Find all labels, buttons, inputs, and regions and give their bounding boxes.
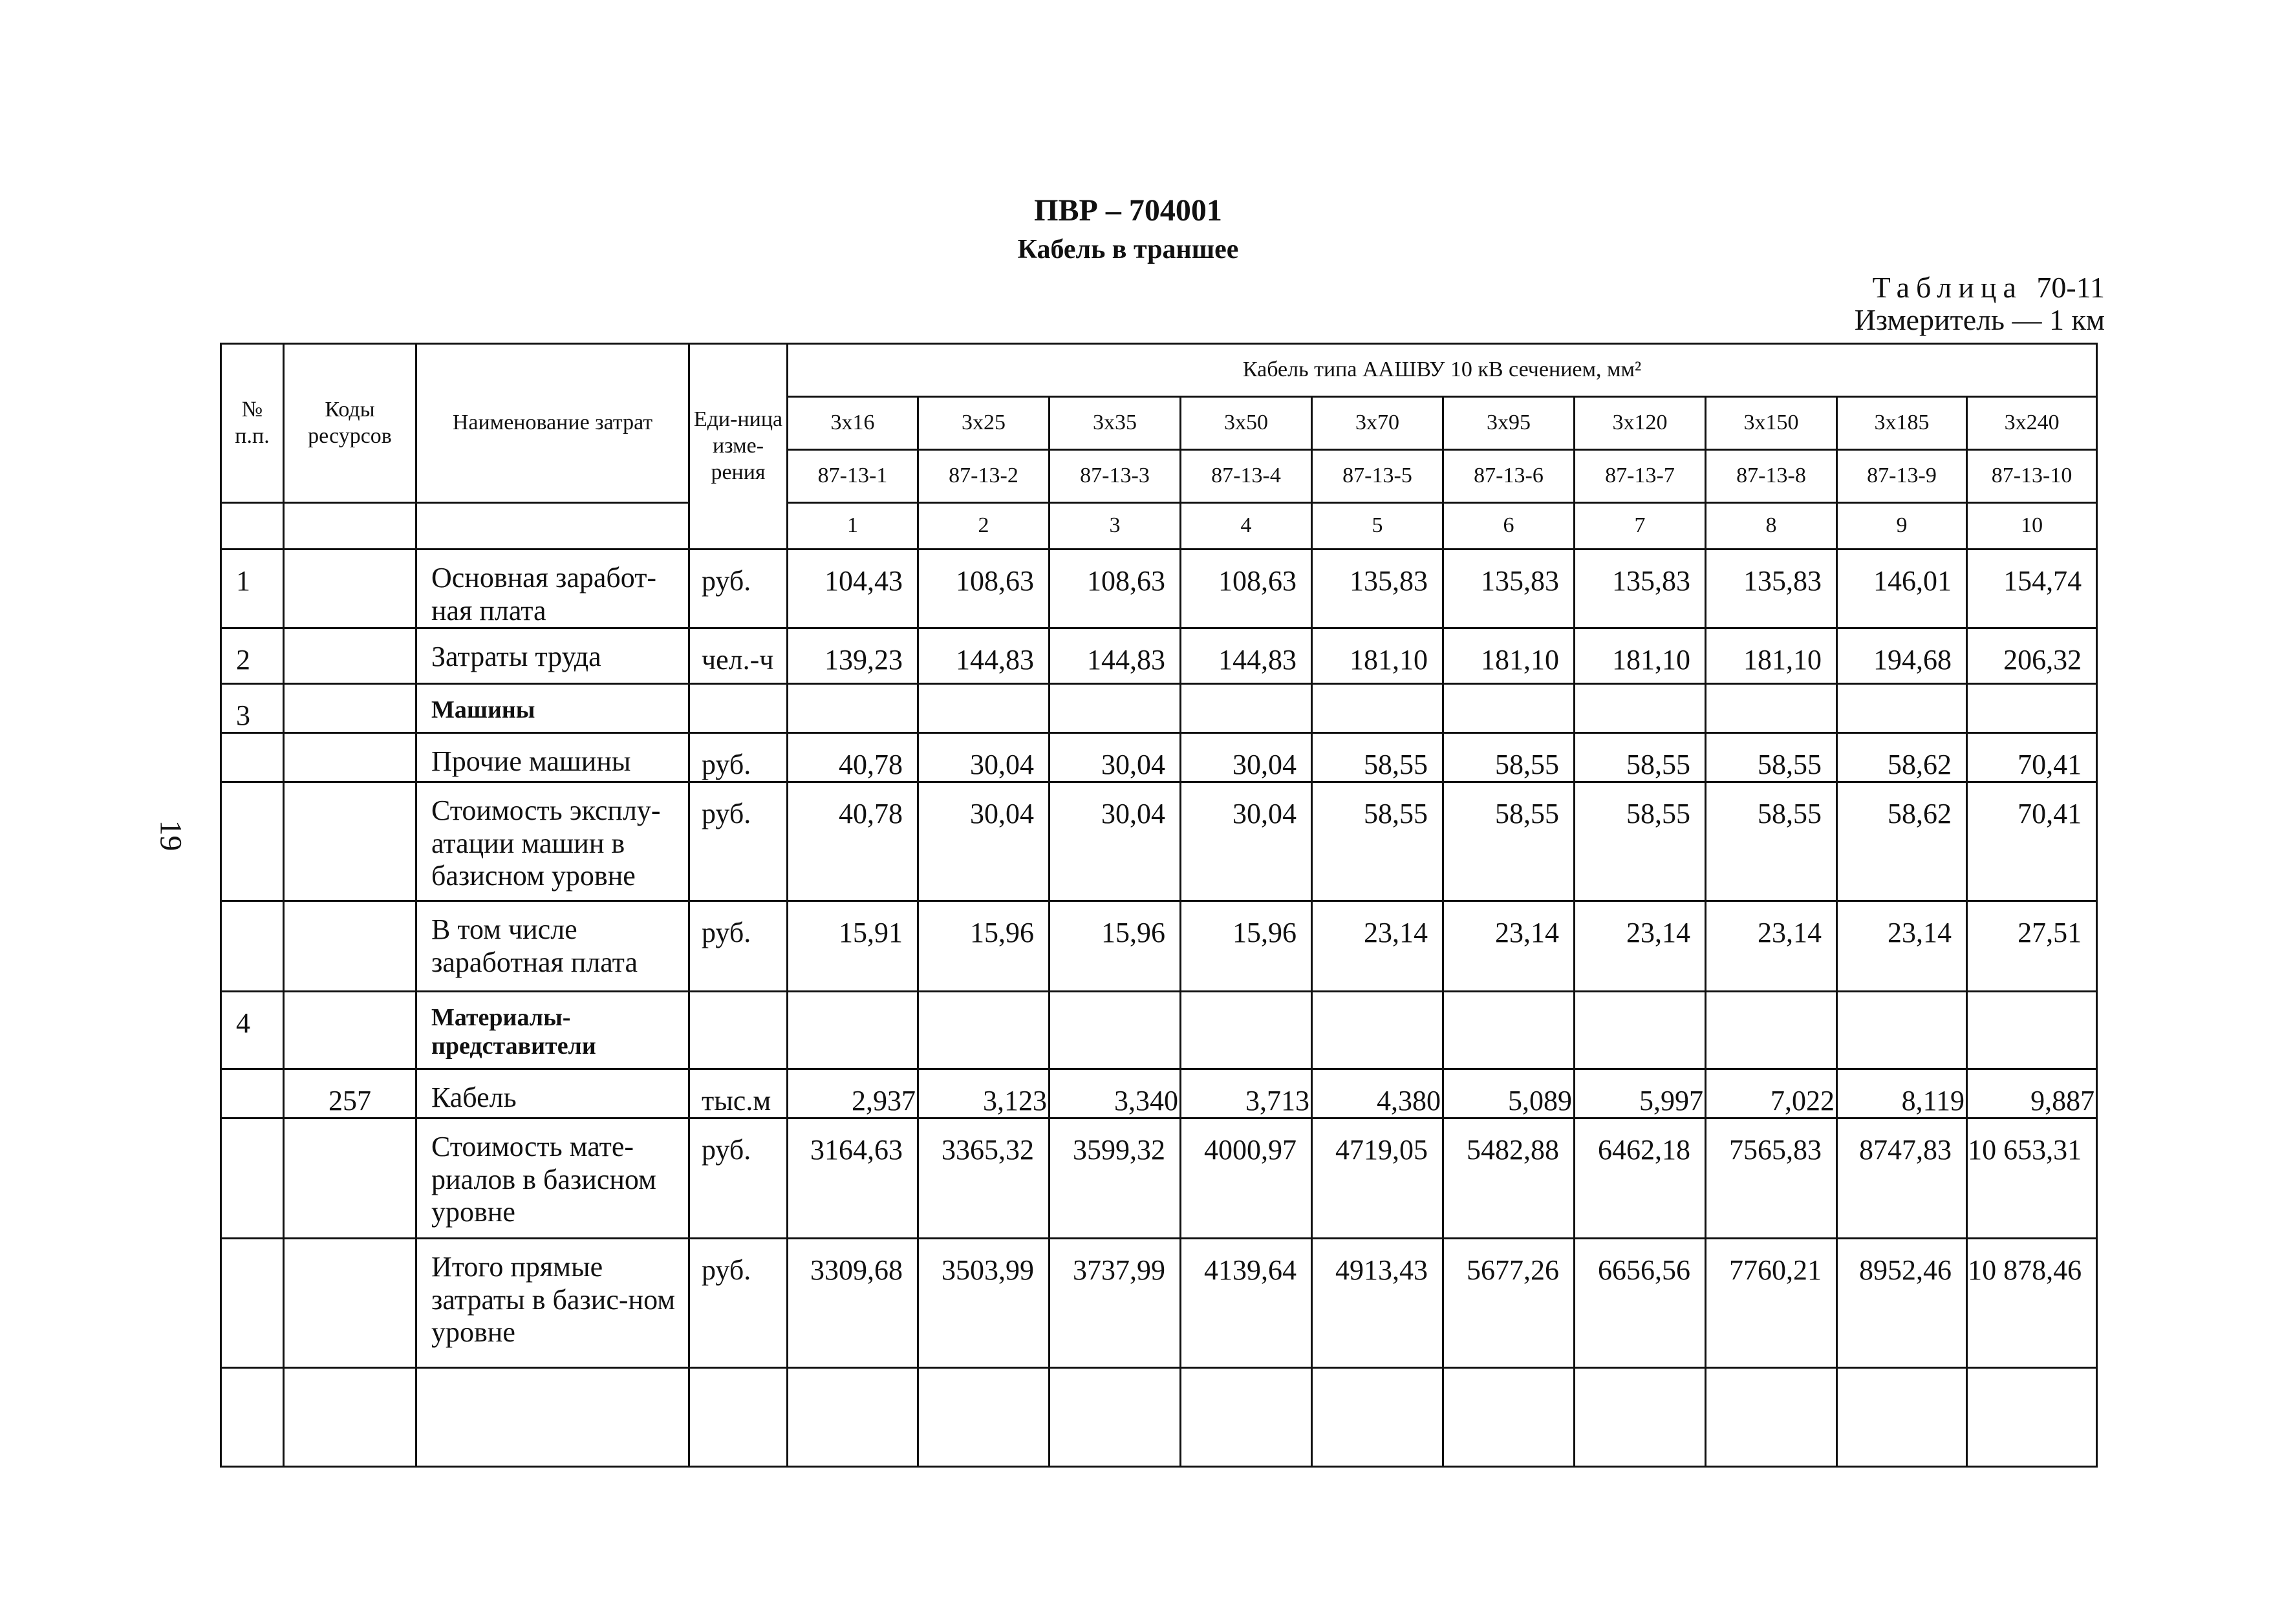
unit: чел.-ч xyxy=(689,628,788,684)
cost-table xyxy=(220,343,2098,1468)
table-filler-row xyxy=(221,1368,2097,1467)
cost-name: Затраты труда xyxy=(416,628,689,684)
value-cell xyxy=(788,684,918,733)
header-col-number: 5 xyxy=(1312,503,1443,550)
value-cell: 3,123 xyxy=(918,1069,1050,1118)
header-blank-no xyxy=(221,503,284,550)
table-row xyxy=(221,1118,2097,1239)
value-cell xyxy=(1181,992,1312,1069)
row-number xyxy=(221,733,284,782)
value-cell: 15,96 xyxy=(918,901,1050,992)
value-cell: 4,380 xyxy=(1312,1069,1443,1118)
row-number: 4 xyxy=(221,992,284,1069)
value-cell: 4719,05 xyxy=(1312,1118,1443,1239)
value-cell: 15,96 xyxy=(1181,901,1312,992)
value-cell: 135,83 xyxy=(1706,550,1837,628)
header-section: 3x150 xyxy=(1706,397,1837,450)
header-code: 87-13-10 xyxy=(1967,450,2097,503)
empty-cell xyxy=(689,1368,788,1467)
empty-cell xyxy=(284,1368,416,1467)
table-number: 70-11 xyxy=(2036,271,2105,304)
header-section: 3x25 xyxy=(918,397,1050,450)
row-number xyxy=(221,1069,284,1118)
value-cell: 30,04 xyxy=(1050,733,1181,782)
header-code: 87-13-1 xyxy=(788,450,918,503)
header-row-numbers xyxy=(221,503,2097,550)
header-code: 87-13-2 xyxy=(918,450,1050,503)
unit: руб. xyxy=(689,733,788,782)
value-cell xyxy=(1575,684,1706,733)
header-col-number: 10 xyxy=(1967,503,2097,550)
cost-name: Материалы-представители xyxy=(416,992,689,1069)
value-cell: 23,14 xyxy=(1837,901,1967,992)
value-cell: 5482,88 xyxy=(1443,1118,1575,1239)
resource-code xyxy=(284,1239,416,1368)
value-cell: 58,55 xyxy=(1312,782,1443,901)
unit xyxy=(689,992,788,1069)
table-label: Таблица xyxy=(1872,271,2023,304)
value-cell: 5,997 xyxy=(1575,1069,1706,1118)
empty-cell xyxy=(1312,1368,1443,1467)
value-cell: 58,55 xyxy=(1706,733,1837,782)
value-cell: 58,62 xyxy=(1837,782,1967,901)
value-cell: 6656,56 xyxy=(1575,1239,1706,1368)
cost-name: Стоимость эксплу-атации машин в базисном уровне xyxy=(416,782,689,901)
value-cell xyxy=(1837,684,1967,733)
table-caption xyxy=(1873,270,2105,304)
value-cell xyxy=(1443,992,1575,1069)
value-cell: 108,63 xyxy=(1181,550,1312,628)
header-blank-name xyxy=(416,503,689,550)
value-cell: 23,14 xyxy=(1312,901,1443,992)
header-col-number: 1 xyxy=(788,503,918,550)
header-code: 87-13-8 xyxy=(1706,450,1837,503)
table-row xyxy=(221,901,2097,992)
value-cell xyxy=(1706,684,1837,733)
header-no: № п.п. xyxy=(221,344,284,503)
document-subtitle: Кабель в траншее xyxy=(1017,235,1239,264)
value-cell: 3365,32 xyxy=(918,1118,1050,1239)
header-section: 3x70 xyxy=(1312,397,1443,450)
value-cell: 40,78 xyxy=(788,733,918,782)
value-cell: 3,713 xyxy=(1181,1069,1312,1118)
table-row xyxy=(221,1069,2097,1118)
cost-name: Кабель xyxy=(416,1069,689,1118)
value-cell xyxy=(1837,992,1967,1069)
resource-code: 257 xyxy=(284,1069,416,1118)
header-col-number: 8 xyxy=(1706,503,1837,550)
value-cell: 146,01 xyxy=(1837,550,1967,628)
cost-name: Стоимость мате-риалов в базисном уровне xyxy=(416,1118,689,1239)
unit: руб. xyxy=(689,782,788,901)
header-code: 87-13-3 xyxy=(1050,450,1181,503)
value-cell: 4000,97 xyxy=(1181,1118,1312,1239)
value-cell xyxy=(1050,992,1181,1069)
value-cell: 23,14 xyxy=(1706,901,1837,992)
value-cell: 40,78 xyxy=(788,782,918,901)
value-cell: 30,04 xyxy=(918,733,1050,782)
table-row xyxy=(221,782,2097,901)
page-number: 19 xyxy=(153,820,188,851)
cost-name: В том числе заработная плата xyxy=(416,901,689,992)
row-number xyxy=(221,901,284,992)
value-cell: 30,04 xyxy=(1050,782,1181,901)
value-cell: 108,63 xyxy=(918,550,1050,628)
value-cell xyxy=(1967,992,2097,1069)
value-cell xyxy=(918,992,1050,1069)
header-section: 3x120 xyxy=(1575,397,1706,450)
value-cell: 135,83 xyxy=(1443,550,1575,628)
value-cell xyxy=(1312,684,1443,733)
header-col-number: 3 xyxy=(1050,503,1181,550)
resource-code xyxy=(284,733,416,782)
value-cell xyxy=(1706,992,1837,1069)
header-code: 87-13-5 xyxy=(1312,450,1443,503)
value-cell: 58,62 xyxy=(1837,733,1967,782)
value-cell: 4913,43 xyxy=(1312,1239,1443,1368)
value-cell xyxy=(1575,992,1706,1069)
value-cell: 58,55 xyxy=(1443,782,1575,901)
header-code: 87-13-6 xyxy=(1443,450,1575,503)
value-cell: 2,937 xyxy=(788,1069,918,1118)
value-cell: 70,41 xyxy=(1967,733,2097,782)
value-cell: 7565,83 xyxy=(1706,1118,1837,1239)
row-number: 2 xyxy=(221,628,284,684)
unit: руб. xyxy=(689,901,788,992)
unit: руб. xyxy=(689,1239,788,1368)
header-col-number: 4 xyxy=(1181,503,1312,550)
value-cell: 108,63 xyxy=(1050,550,1181,628)
resource-code xyxy=(284,782,416,901)
value-cell: 194,68 xyxy=(1837,628,1967,684)
value-cell: 3164,63 xyxy=(788,1118,918,1239)
header-codes: Коды ресурсов xyxy=(284,344,416,503)
empty-cell xyxy=(788,1368,918,1467)
value-cell: 6462,18 xyxy=(1575,1118,1706,1239)
unit xyxy=(689,684,788,733)
value-cell: 58,55 xyxy=(1706,782,1837,901)
value-cell: 3309,68 xyxy=(788,1239,918,1368)
empty-cell xyxy=(1181,1368,1312,1467)
value-cell: 144,83 xyxy=(918,628,1050,684)
value-cell: 181,10 xyxy=(1312,628,1443,684)
header-section: 3x95 xyxy=(1443,397,1575,450)
value-cell: 5,089 xyxy=(1443,1069,1575,1118)
value-cell xyxy=(1050,684,1181,733)
value-cell: 3737,99 xyxy=(1050,1239,1181,1368)
header-col-number: 6 xyxy=(1443,503,1575,550)
resource-code xyxy=(284,901,416,992)
value-cell: 9,887 xyxy=(1967,1069,2097,1118)
empty-cell xyxy=(1967,1368,2097,1467)
cost-name: Машины xyxy=(416,684,689,733)
header-name: Наименование затрат xyxy=(416,344,689,503)
table-row xyxy=(221,684,2097,733)
resource-code xyxy=(284,684,416,733)
header-section: 3x185 xyxy=(1837,397,1967,450)
value-cell: 3,340 xyxy=(1050,1069,1181,1118)
row-number xyxy=(221,1118,284,1239)
value-cell: 70,41 xyxy=(1967,782,2097,901)
value-cell xyxy=(1181,684,1312,733)
unit: руб. xyxy=(689,550,788,628)
value-cell: 8,119 xyxy=(1837,1069,1967,1118)
value-cell: 181,10 xyxy=(1706,628,1837,684)
value-cell: 8747,83 xyxy=(1837,1118,1967,1239)
row-number: 1 xyxy=(221,550,284,628)
row-number xyxy=(221,782,284,901)
row-number: 3 xyxy=(221,684,284,733)
value-cell: 135,83 xyxy=(1312,550,1443,628)
table-row xyxy=(221,992,2097,1069)
value-cell: 135,83 xyxy=(1575,550,1706,628)
value-cell xyxy=(918,684,1050,733)
header-blank-codes xyxy=(284,503,416,550)
value-cell: 5677,26 xyxy=(1443,1239,1575,1368)
value-cell xyxy=(1312,992,1443,1069)
header-col-number: 7 xyxy=(1575,503,1706,550)
unit: руб. xyxy=(689,1118,788,1239)
value-cell: 3599,32 xyxy=(1050,1118,1181,1239)
value-cell: 30,04 xyxy=(1181,733,1312,782)
empty-cell xyxy=(221,1368,284,1467)
value-cell: 7760,21 xyxy=(1706,1239,1837,1368)
value-cell: 15,91 xyxy=(788,901,918,992)
header-unit: Еди-ница изме-рения xyxy=(689,344,788,550)
cost-name: Прочие машины xyxy=(416,733,689,782)
header-section: 3x50 xyxy=(1181,397,1312,450)
value-cell: 58,55 xyxy=(1312,733,1443,782)
value-cell: 104,43 xyxy=(788,550,918,628)
value-cell: 23,14 xyxy=(1443,901,1575,992)
resource-code xyxy=(284,628,416,684)
header-col-number: 2 xyxy=(918,503,1050,550)
empty-cell xyxy=(1837,1368,1967,1467)
value-cell: 206,32 xyxy=(1967,628,2097,684)
value-cell: 8952,46 xyxy=(1837,1239,1967,1368)
header-section: 3x35 xyxy=(1050,397,1181,450)
empty-cell xyxy=(416,1368,689,1467)
header-row-group xyxy=(221,344,2097,397)
value-cell: 10 878,46 xyxy=(1967,1239,2097,1368)
value-cell: 10 653,31 xyxy=(1967,1118,2097,1239)
value-cell: 58,55 xyxy=(1575,733,1706,782)
value-cell: 7,022 xyxy=(1706,1069,1837,1118)
value-cell: 23,14 xyxy=(1575,901,1706,992)
value-cell: 3503,99 xyxy=(918,1239,1050,1368)
value-cell: 181,10 xyxy=(1575,628,1706,684)
value-cell xyxy=(1967,684,2097,733)
row-number xyxy=(221,1239,284,1368)
empty-cell xyxy=(1443,1368,1575,1467)
value-cell: 15,96 xyxy=(1050,901,1181,992)
value-cell: 27,51 xyxy=(1967,901,2097,992)
resource-code xyxy=(284,1118,416,1239)
value-cell: 58,55 xyxy=(1575,782,1706,901)
empty-cell xyxy=(918,1368,1050,1467)
header-code: 87-13-4 xyxy=(1181,450,1312,503)
value-cell: 30,04 xyxy=(918,782,1050,901)
table-row xyxy=(221,550,2097,628)
resource-code xyxy=(284,992,416,1069)
measure-unit: Измеритель — 1 км xyxy=(1854,303,2105,336)
value-cell: 144,83 xyxy=(1181,628,1312,684)
empty-cell xyxy=(1706,1368,1837,1467)
value-cell: 181,10 xyxy=(1443,628,1575,684)
value-cell xyxy=(1443,684,1575,733)
cost-name: Итого прямые затраты в базис-ном уровне xyxy=(416,1239,689,1368)
header-col-number: 9 xyxy=(1837,503,1967,550)
resource-code xyxy=(284,550,416,628)
value-cell: 154,74 xyxy=(1967,550,2097,628)
unit: тыс.м xyxy=(689,1069,788,1118)
cost-name: Основная заработ-ная плата xyxy=(416,550,689,628)
header-section: 3x240 xyxy=(1967,397,2097,450)
header-code: 87-13-7 xyxy=(1575,450,1706,503)
value-cell: 30,04 xyxy=(1181,782,1312,901)
header-section: 3x16 xyxy=(788,397,918,450)
table-row xyxy=(221,1239,2097,1368)
table-row xyxy=(221,628,2097,684)
empty-cell xyxy=(1050,1368,1181,1467)
document-title: ПВР – 704001 xyxy=(1034,193,1222,228)
value-cell: 139,23 xyxy=(788,628,918,684)
value-cell: 144,83 xyxy=(1050,628,1181,684)
table-row xyxy=(221,733,2097,782)
value-cell: 58,55 xyxy=(1443,733,1575,782)
header-cable-group: Кабель типа ААШВУ 10 кВ сечением, мм² xyxy=(788,344,2097,397)
value-cell xyxy=(788,992,918,1069)
header-code: 87-13-9 xyxy=(1837,450,1967,503)
value-cell: 4139,64 xyxy=(1181,1239,1312,1368)
empty-cell xyxy=(1575,1368,1706,1467)
